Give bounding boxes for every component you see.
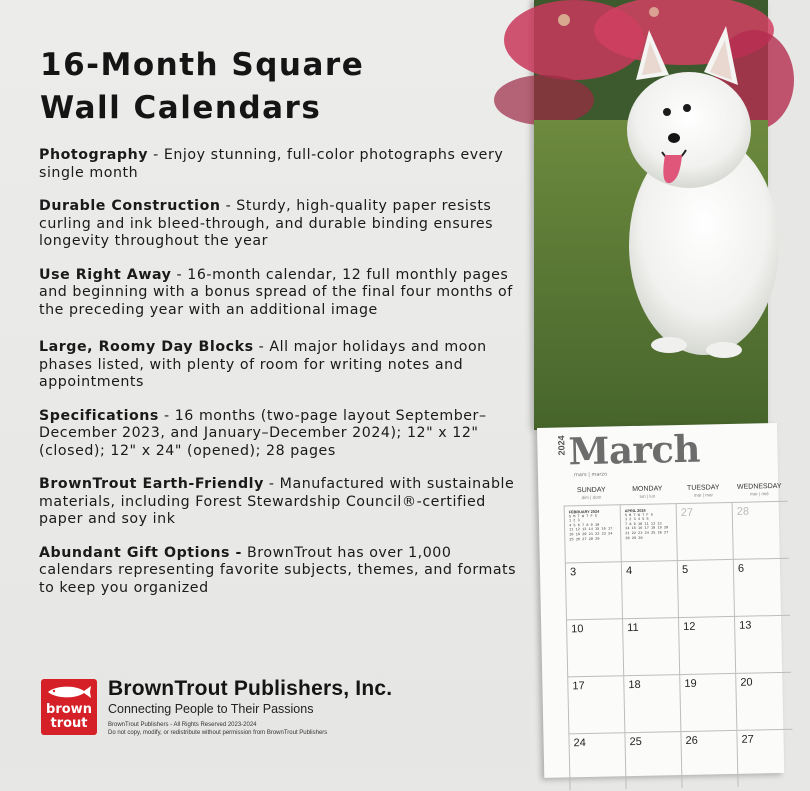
mini-calendar-february [569,509,618,542]
feature-heading: Use Right Away [39,266,172,283]
feature-text: - 16 months (two-page layout September–December 2023, and January–December 2024); 12" x 12" (closed); 12" x 24" (opened); 28 pages [39,407,487,459]
weekday-sunday [563,486,619,500]
calendar-page [537,423,784,778]
publisher-tagline: Connecting People to Their Passions [108,702,314,716]
feature-text: - 16-month calendar, 12 full monthly pages and beginning with a bonus spread of the final four months of the preceding year with an additional image [39,266,513,318]
feature-heading: Specifications [39,407,159,424]
mini-calendar-row: 1 2 3 [568,519,580,524]
day-number: 13 [739,619,752,632]
day-number: 19 [684,677,697,690]
mini-calendar-row: 14 15 16 17 18 19 20 [625,526,669,532]
feature-day-blocks [39,339,519,392]
feature-earth-friendly [39,476,519,529]
weekday-wednesday [731,483,787,497]
publisher-name: BrownTrout Publishers, Inc. [108,677,393,700]
feature-gift-options [39,545,519,598]
day-cell [566,618,623,676]
day-cell [621,560,678,618]
logo-word-brown: brown [46,702,92,717]
feature-heading: Photography [39,147,149,163]
weekday-name: MONDAY [632,485,663,494]
feature-text: - Enjoy stunning, full-color photographs every single month [39,147,504,181]
mini-calendar-row: S M T W T F S [568,514,597,519]
day-number: 25 [629,735,642,749]
day-cell [676,502,733,560]
mini-calendar-row: 18 19 20 21 22 23 24 [569,532,613,538]
day-cell [678,616,735,674]
weekday-translation: dim | dom [581,494,602,501]
mini-calendar-title: FEBRUARY 2024 [568,509,600,515]
feature-heading: Abundant Gift Options - [39,544,242,561]
feature-text: - Manufactured with sustainable materials, including Forest Stewardship Council®-certified paper and soy ink [39,476,515,527]
weekday-translation: lun | lun [639,493,656,499]
feature-text: - Sturdy, high-quality paper resists curling and ink bleed-through, and durable binding ensures longevity throughout the year [39,198,494,249]
feature-specifications [39,408,519,461]
day-cell [565,561,622,619]
weekday-translation: mer | mié [750,491,769,497]
day-cell [567,675,624,733]
feature-text: BrownTrout has over 1,000 calendars representing favorite subjects, themes, and formats to keep you organized [39,544,517,596]
day-number: 5 [681,563,689,576]
title-line-1: 16-Month Square [40,47,365,83]
day-cell [736,729,793,787]
mini-calendar-april [625,508,674,541]
calendar-year: 2024 [556,435,567,456]
day-cell [732,501,789,559]
weekday-name: WEDNESDAY [736,482,782,491]
day-number: 3 [569,566,577,579]
day-cell [735,672,792,730]
mini-calendar-row: 25 26 27 28 29 [569,537,600,542]
day-number: 27 [680,506,694,520]
mini-calendar-row: 28 29 30 [625,536,643,541]
copyright-line: BrownTrout Publishers - All Rights Reserved 2023-2024 [108,722,257,728]
mini-calendar-cell [620,503,677,561]
day-cell [623,674,680,732]
mini-calendar-row: 21 22 23 24 25 26 27 [625,531,669,537]
feature-use-right-away [39,267,519,320]
weekday-translation: mar | mar [693,492,714,498]
logo-word-trout: trout [50,716,88,731]
day-number: 12 [683,620,696,633]
day-number: 24 [573,737,586,750]
day-number: 20 [740,676,753,689]
calendar-month: March [568,426,701,474]
day-cell [677,559,734,617]
mini-calendar-row: 7 8 9 10 11 12 13 [625,522,662,527]
title-line-2: Wall Calendars [40,90,322,126]
day-cell [733,558,790,616]
day-number: 6 [737,562,745,575]
feature-heading: Durable Construction [39,198,221,214]
day-number: 17 [572,680,585,693]
day-number: 18 [628,678,641,692]
day-cell [624,731,681,789]
copyright-line: Do not copy, modify, or redistribute without permission from BrownTrout Publishers [108,730,328,736]
calendar-grid [564,500,810,785]
day-number: 26 [685,734,698,747]
mini-calendar-row: 4 5 6 7 8 9 10 [569,523,600,529]
feature-heading: Large, Roomy Day Blocks [39,339,254,355]
dog-photo-image [534,0,768,430]
mini-calendar-row: S M T W T F S [624,513,653,518]
day-cell [679,673,736,731]
feature-heading: BrownTrout Earth-Friendly [39,476,264,492]
feature-list [39,147,519,613]
browntrout-logo [41,679,97,735]
mini-calendar-row: 1 2 3 4 5 6 [624,517,649,523]
weekday-monday [619,485,675,499]
weekday-tuesday [675,484,731,498]
day-cell [734,615,791,673]
copyright-notice [108,721,408,737]
mini-calendar-row: 11 12 13 14 15 16 17 [569,527,613,533]
mini-calendar-title: APRIL 2024 [624,508,646,514]
feature-durable [39,198,519,251]
mini-calendar-cell [564,504,621,562]
day-number: 11 [627,621,639,635]
day-number: 10 [571,623,584,636]
trout-icon [46,684,92,700]
calendar-month-translation: mars | marzo [573,471,608,479]
weekday-name: TUESDAY [686,484,720,492]
weekday-name: SUNDAY [576,486,606,495]
day-number: 4 [625,565,633,578]
feature-text: - All major holidays and moon phases listed, with plenty of room for writing notes and appointments [39,339,487,390]
feature-photography [39,147,519,182]
day-number: 27 [741,733,754,746]
calendar-photo [534,0,768,430]
day-number: 28 [736,505,750,518]
page-title [40,44,510,130]
day-cell [568,732,625,790]
day-cell [622,617,679,675]
day-cell [680,730,737,788]
